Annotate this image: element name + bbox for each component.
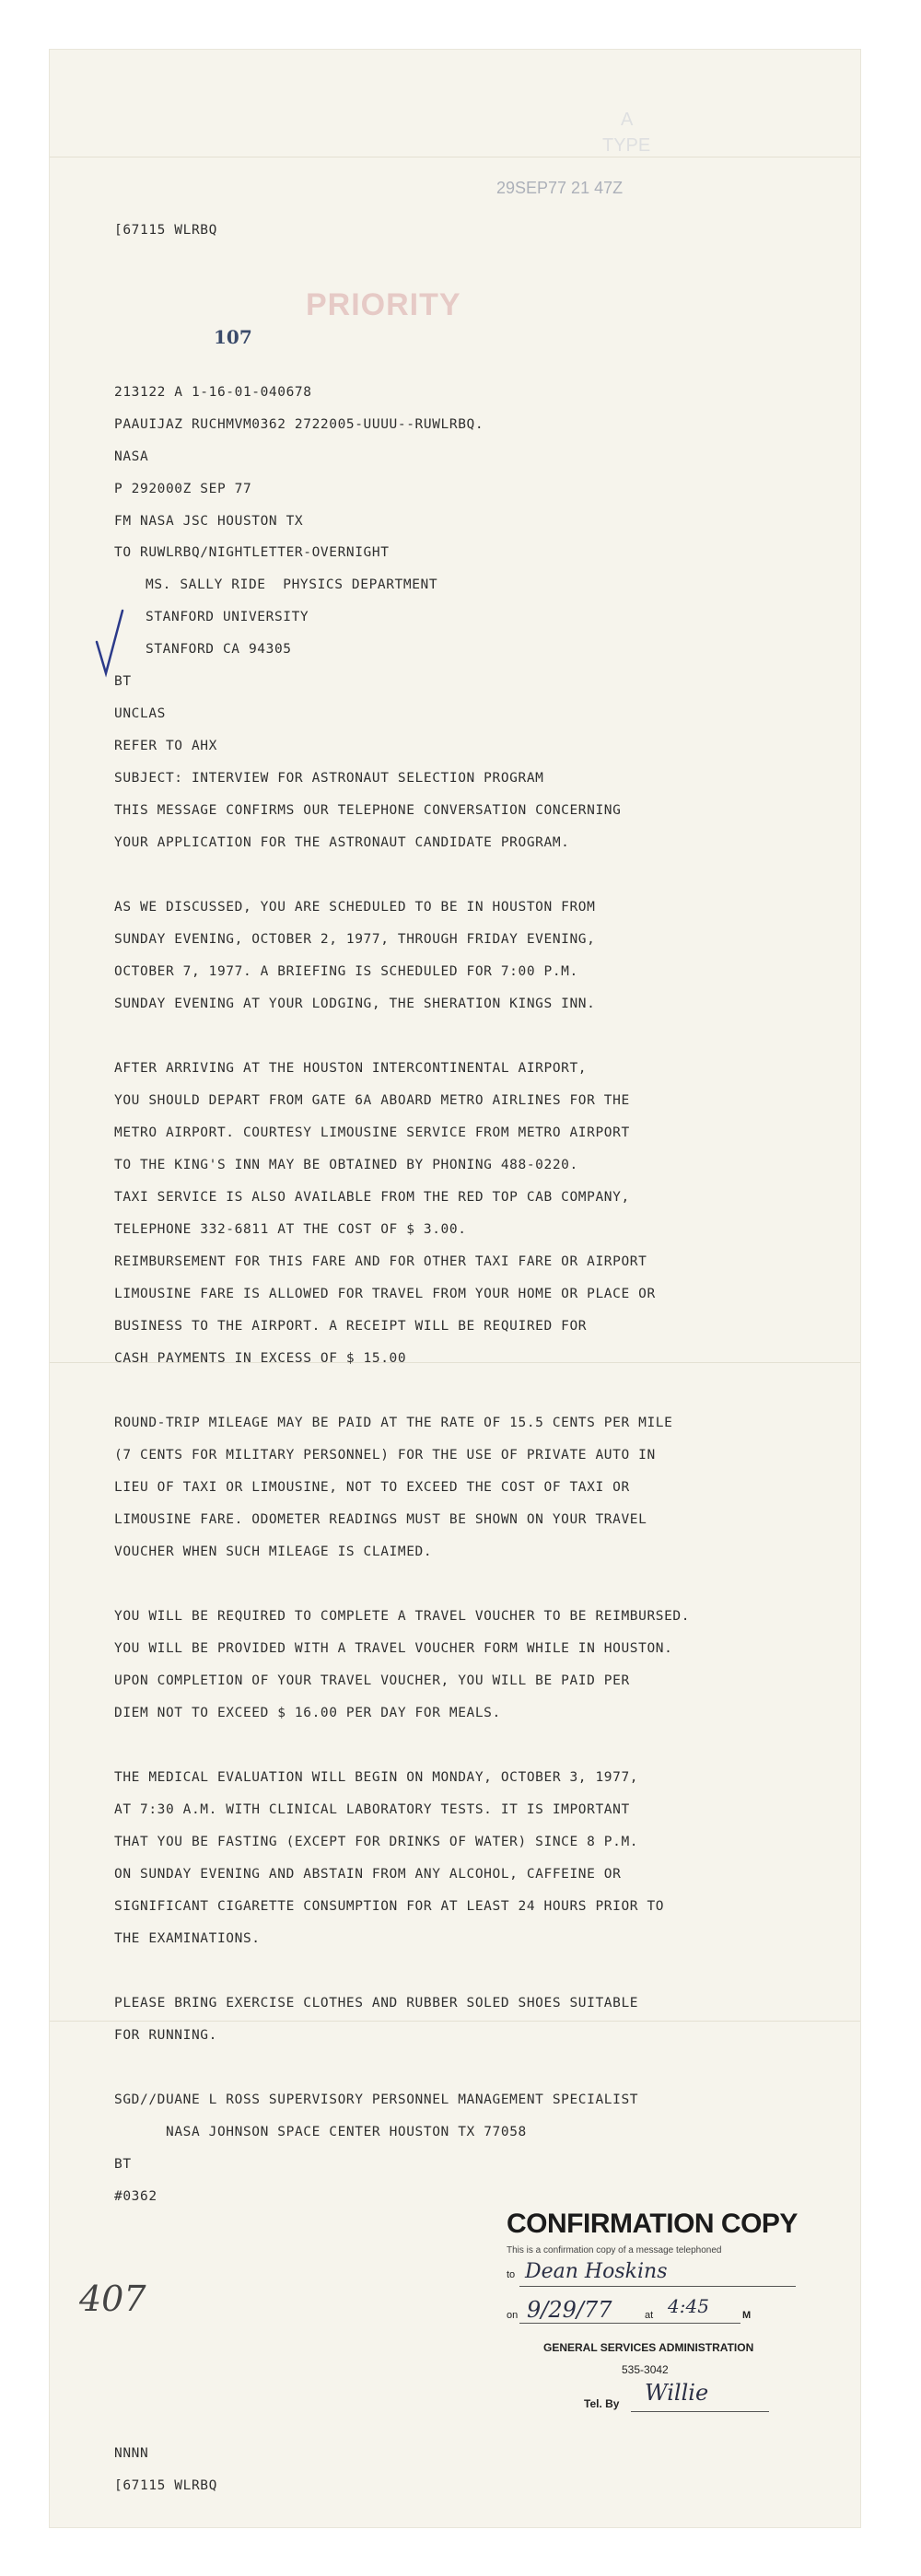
- routing-line: P 292000Z SEP 77: [114, 482, 252, 496]
- body-line: THE EXAMINATIONS.: [114, 1931, 261, 1946]
- body-line: THAT YOU BE FASTING (EXCEPT FOR DRINKS OF WATER) SINCE 8 P.M.: [114, 1835, 639, 1849]
- body-line: PLEASE BRING EXERCISE CLOTHES AND RUBBER SOLED SHOES SUITABLE: [114, 1996, 639, 2011]
- handwritten-time: 4:45: [668, 2295, 709, 2317]
- routing-line: NASA: [114, 449, 149, 464]
- routing-line: 213122 A 1-16-01-040678: [114, 385, 312, 400]
- confirmation-copy-stamp: [507, 2209, 847, 2439]
- signature-line: NASA JOHNSON SPACE CENTER HOUSTON TX 77058: [166, 2125, 527, 2139]
- body-line: LIMOUSINE FARE IS ALLOWED FOR TRAVEL FROM YOUR HOME OR PLACE OR: [114, 1287, 656, 1301]
- routing-line: FM NASA JSC HOUSTON TX: [114, 514, 304, 529]
- body-line: SIGNIFICANT CIGARETTE CONSUMPTION FOR AT LEAST 24 HOURS PRIOR TO: [114, 1899, 665, 1914]
- faint-received-stamp: A TYPE: [602, 110, 651, 156]
- body-line: YOU SHOULD DEPART FROM GATE 6A ABOARD METRO AIRLINES FOR THE: [114, 1093, 630, 1108]
- to-underline: [519, 2286, 796, 2287]
- body-line: FOR RUNNING.: [114, 2028, 217, 2043]
- body-line: TAXI SERVICE IS ALSO AVAILABLE FROM THE RED TOP CAB COMPANY,: [114, 1190, 630, 1205]
- tel-by-label: Tel. By: [584, 2397, 620, 2410]
- body-line: THE MEDICAL EVALUATION WILL BEGIN ON MONDAY, OCTOBER 3, 1977,: [114, 1770, 639, 1785]
- body-line: ON SUNDAY EVENING AND ABSTAIN FROM ANY ALCOHOL, CAFFEINE OR: [114, 1867, 622, 1882]
- tel-by-underline: [631, 2411, 769, 2412]
- body-line: METRO AIRPORT. COURTESY LIMOUSINE SERVICE FROM METRO AIRPORT: [114, 1125, 630, 1140]
- handwritten-recipient: Dean Hoskins: [525, 2260, 668, 2283]
- address-line: MS. SALLY RIDE PHYSICS DEPARTMENT: [146, 577, 438, 592]
- body-line: OCTOBER 7, 1977. A BRIEFING IS SCHEDULED FOR 7:00 P.M.: [114, 964, 578, 979]
- body-line: UPON COMPLETION OF YOUR TRAVEL VOUCHER, YOU WILL BE PAID PER: [114, 1673, 630, 1688]
- handwritten-check-mark: [91, 607, 128, 681]
- body-line: AT 7:30 A.M. WITH CLINICAL LABORATORY TESTS. IT IS IMPORTANT: [114, 1802, 630, 1817]
- signature-line: SGD//DUANE L ROSS SUPERVISORY PERSONNEL MANAGEMENT SPECIALIST: [114, 2092, 639, 2107]
- body-line: YOUR APPLICATION FOR THE ASTRONAUT CANDIDATE PROGRAM.: [114, 835, 570, 850]
- body-line: SUNDAY EVENING AT YOUR LODGING, THE SHERATION KINGS INN.: [114, 997, 596, 1011]
- address-line: STANFORD CA 94305: [146, 642, 292, 657]
- body-line: TO THE KING'S INN MAY BE OBTAINED BY PHONING 488-0220.: [114, 1158, 578, 1172]
- gsa-label: GENERAL SERVICES ADMINISTRATION: [543, 2341, 754, 2354]
- body-line: SUNDAY EVENING, OCTOBER 2, 1977, THROUGH FRIDAY EVENING,: [114, 932, 596, 947]
- body-line: TELEPHONE 332-6811 AT THE COST OF $ 3.00.: [114, 1222, 467, 1237]
- body-line: LIMOUSINE FARE. ODOMETER READINGS MUST BE SHOWN ON YOUR TRAVEL: [114, 1512, 647, 1527]
- closing-line: #0362: [114, 2189, 157, 2204]
- routing-line: TO RUWLRBQ/NIGHTLETTER-OVERNIGHT: [114, 545, 390, 560]
- confirmation-subtitle: This is a confirmation copy of a message telephoned: [507, 2245, 722, 2255]
- message-number: 107: [214, 326, 252, 348]
- preamble-line: REFER TO AHX: [114, 739, 217, 753]
- on-label: on: [507, 2310, 519, 2321]
- body-line: AFTER ARRIVING AT THE HOUSTON INTERCONTINENTAL AIRPORT,: [114, 1061, 588, 1076]
- closing-line: BT: [114, 2157, 132, 2172]
- body-line: CASH PAYMENTS IN EXCESS OF $ 15.00: [114, 1351, 407, 1366]
- body-line: YOU WILL BE REQUIRED TO COMPLETE A TRAVEL VOUCHER TO BE REIMBURSED.: [114, 1609, 691, 1624]
- body-line: LIEU OF TAXI OR LIMOUSINE, NOT TO EXCEED THE COST OF TAXI OR: [114, 1480, 630, 1495]
- handwritten-date: 9/29/77: [527, 2297, 612, 2323]
- paper-fold: [50, 2021, 860, 2022]
- address-line: STANFORD UNIVERSITY: [146, 610, 309, 624]
- received-time-stamp: 29SEP77 21 47Z: [496, 179, 624, 197]
- body-line: AS WE DISCUSSED, YOU ARE SCHEDULED TO BE IN HOUSTON FROM: [114, 900, 596, 915]
- footer-line: NNNN: [114, 2446, 149, 2461]
- body-line: ROUND-TRIP MILEAGE MAY BE PAID AT THE RATE OF 15.5 CENTS PER MILE: [114, 1416, 673, 1430]
- date-underline: [519, 2323, 740, 2324]
- body-line: DIEM NOT TO EXCEED $ 16.00 PER DAY FOR MEALS.: [114, 1706, 501, 1720]
- to-label: to: [507, 2269, 516, 2280]
- at-label: at: [645, 2310, 654, 2321]
- footer-line: [67115 WLRBQ: [114, 2478, 217, 2493]
- body-line: REIMBURSEMENT FOR THIS FARE AND FOR OTHER TAXI FARE OR AIRPORT: [114, 1254, 647, 1269]
- handwritten-operator: Willie: [645, 2380, 709, 2406]
- handwritten-number: 407: [79, 2279, 146, 2319]
- telegram-paper: [50, 50, 860, 2527]
- header-reference: [67115 WLRBQ: [114, 223, 217, 238]
- body-line: VOUCHER WHEN SUCH MILEAGE IS CLAIMED.: [114, 1544, 433, 1559]
- confirmation-title: CONFIRMATION COPY: [507, 2209, 798, 2239]
- gsa-phone: 535-3042: [622, 2363, 669, 2376]
- body-line: (7 CENTS FOR MILITARY PERSONNEL) FOR THE USE OF PRIVATE AUTO IN: [114, 1448, 656, 1463]
- body-line: BUSINESS TO THE AIRPORT. A RECEIPT WILL BE REQUIRED FOR: [114, 1319, 588, 1334]
- body-line: YOU WILL BE PROVIDED WITH A TRAVEL VOUCHER FORM WHILE IN HOUSTON.: [114, 1641, 673, 1656]
- body-line: THIS MESSAGE CONFIRMS OUR TELEPHONE CONVERSATION CONCERNING: [114, 803, 622, 818]
- preamble-line: UNCLAS: [114, 706, 166, 721]
- priority-stamp: PRIORITY: [306, 287, 461, 322]
- subject-line: SUBJECT: INTERVIEW FOR ASTRONAUT SELECTION PROGRAM: [114, 771, 544, 786]
- m-label: M: [742, 2310, 752, 2321]
- preamble-line: BT: [114, 674, 132, 689]
- routing-line: PAAUIJAZ RUCHMVM0362 2722005-UUUU--RUWLRBQ.: [114, 417, 484, 432]
